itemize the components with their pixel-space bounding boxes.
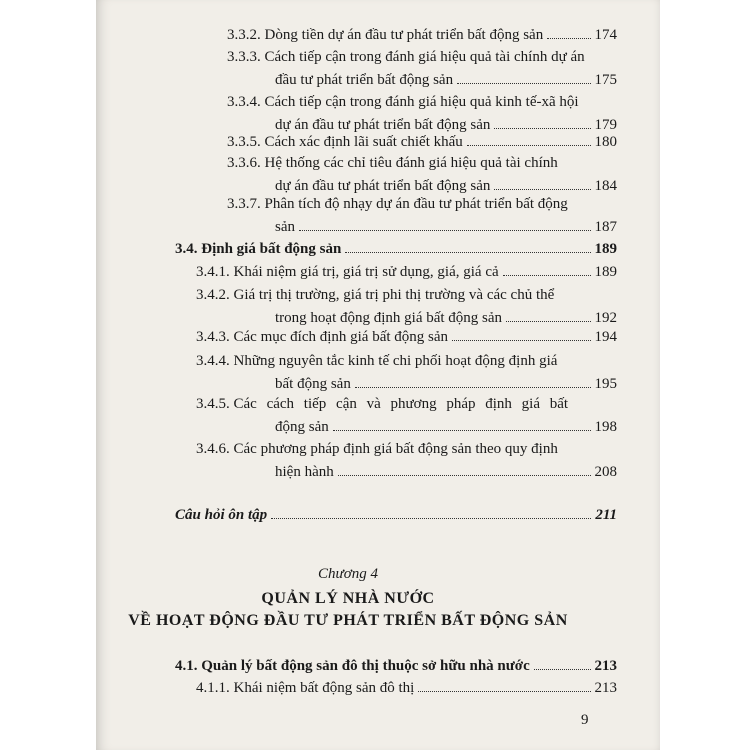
dot-leader	[355, 387, 591, 388]
chapter-title-line-1: QUẢN LÝ NHÀ NƯỚC	[261, 590, 435, 607]
toc-section-title: 3.4. Định giá bất động sản	[175, 241, 342, 257]
toc-entry-3-3-6	[227, 152, 617, 198]
toc-entry-4-1-1	[196, 677, 617, 700]
toc-review-title: Câu hỏi ôn tập	[175, 507, 268, 523]
toc-section-page: 213	[594, 658, 617, 674]
book-page	[96, 0, 660, 750]
page-number: 9	[581, 712, 589, 728]
chapter-title-line-2: VỀ HOẠT ĐỘNG ĐẦU TƯ PHÁT TRIỂN BẤT ĐỘNG SẢN	[128, 612, 568, 629]
toc-entry-3-4-2	[196, 284, 617, 330]
dot-leader	[467, 145, 591, 146]
dot-leader	[494, 189, 590, 190]
toc-entry-number: 3.3.2.	[227, 27, 261, 43]
toc-entry-3-4-6	[196, 438, 617, 484]
toc-section-4-1	[175, 655, 617, 678]
toc-entry-number: 3.4.3.	[196, 329, 230, 345]
chapter-label: Chương 4	[318, 566, 378, 582]
dot-leader	[503, 275, 591, 276]
toc-entry-page: 194	[594, 329, 617, 345]
dot-leader	[338, 475, 591, 476]
toc-entry-title: Các mục đích định giá bất động sản	[233, 329, 449, 345]
toc-entry-page: 187	[594, 219, 617, 235]
toc-review-page: 211	[595, 507, 617, 523]
dot-leader	[547, 38, 590, 39]
toc-entry-number: 3.3.4.	[227, 94, 261, 110]
toc-entry-3-4-1	[196, 261, 617, 284]
toc-entry-title-cont: động sản	[275, 419, 329, 435]
toc-entry-page: 208	[594, 464, 617, 480]
toc-entry-title-cont: hiện hành	[275, 464, 334, 480]
toc-entry-3-4-5	[196, 393, 617, 439]
toc-section-page: 189	[594, 241, 617, 257]
dot-leader	[457, 83, 590, 84]
toc-entry-3-3-2	[227, 24, 617, 47]
toc-entry-page: 175	[594, 72, 617, 88]
toc-entry-number: 3.3.5.	[227, 134, 261, 150]
toc-entry-title: Khái niệm bất động sản đô thị	[233, 680, 415, 696]
dot-leader	[271, 518, 591, 519]
toc-entry-page: 180	[594, 134, 617, 150]
toc-entry-title: Giá trị thị trường, giá trị phi thị trường và các chủ thể	[233, 287, 555, 303]
dot-leader	[534, 669, 591, 670]
toc-entry-number: 3.3.3.	[227, 49, 261, 65]
toc-entry-title: Các phương pháp định giá bất động sản theo quy định	[233, 441, 558, 457]
toc-entry-number: 3.3.7.	[227, 196, 261, 212]
toc-entry-page: 195	[594, 376, 617, 392]
toc-entry-number: 4.1.1.	[196, 680, 230, 696]
dot-leader	[345, 252, 590, 253]
toc-review	[175, 504, 617, 527]
toc-entry-page: 184	[594, 178, 617, 194]
toc-entry-title-cont: trong hoạt động định giá bất động sản	[275, 310, 503, 326]
toc-entry-page: 198	[594, 419, 617, 435]
toc-entry-title-cont: sản	[275, 219, 295, 235]
toc-entry-title: Cách tiếp cận trong đánh giá hiệu quả kinh tế-xã hội	[264, 94, 579, 110]
toc-entry-title: Phân tích độ nhạy dự án đầu tư phát triển bất động	[264, 196, 568, 212]
toc-entry-title: Khái niệm giá trị, giá trị sử dụng, giá, giá cả	[233, 264, 499, 280]
toc-entry-title: Các cách tiếp cận và phương pháp định giá bất	[233, 396, 569, 412]
toc-entry-title-cont: dự án đầu tư phát triển bất động sản	[275, 178, 491, 194]
toc-entry-page: 189	[594, 264, 617, 280]
toc-section-3-4	[175, 238, 617, 261]
toc-entry-title: Dòng tiền dự án đầu tư phát triển bất động sản	[264, 27, 544, 43]
toc-entry-title-cont: bất động sản	[275, 376, 351, 392]
toc-entry-title: Cách xác định lãi suất chiết khấu	[264, 134, 463, 150]
toc-entry-3-4-3	[196, 326, 617, 349]
dot-leader	[418, 691, 590, 692]
toc-entry-number: 3.4.2.	[196, 287, 230, 303]
dot-leader	[506, 321, 590, 322]
toc-entry-3-3-5	[227, 131, 617, 154]
toc-entry-number: 3.4.4.	[196, 353, 230, 369]
dot-leader	[494, 128, 590, 129]
toc-entry-page: 213	[594, 680, 617, 696]
toc-entry-number: 3.3.6.	[227, 155, 261, 171]
toc-entry-page: 192	[594, 310, 617, 326]
toc-entry-number: 3.4.6.	[196, 441, 230, 457]
toc-entry-title: Những nguyên tắc kinh tế chi phối hoạt động định giá	[233, 353, 558, 369]
toc-entry-title-cont: đầu tư phát triển bất động sản	[275, 72, 454, 88]
toc-entry-3-3-7	[227, 193, 617, 239]
toc-entry-3-3-3	[227, 46, 617, 92]
toc-entry-title-cont: dự án đầu tư phát triển bất động sản	[275, 117, 491, 133]
toc-entry-number: 3.4.5.	[196, 396, 230, 412]
toc-entry-page: 179	[594, 117, 617, 133]
toc-section-title: 4.1. Quản lý bất động sản đô thị thuộc sở hữu nhà nước	[175, 658, 530, 674]
dot-leader	[333, 430, 591, 431]
toc-entry-title: Cách tiếp cận trong đánh giá hiệu quả tài chính dự án	[264, 49, 585, 65]
toc-entry-3-4-4	[196, 350, 617, 396]
dot-leader	[452, 340, 590, 341]
toc-entry-number: 3.4.1.	[196, 264, 230, 280]
dot-leader	[299, 230, 591, 231]
toc-entry-title: Hệ thống các chỉ tiêu đánh giá hiệu quả tài chính	[264, 155, 558, 171]
toc-entry-page: 174	[594, 27, 617, 43]
